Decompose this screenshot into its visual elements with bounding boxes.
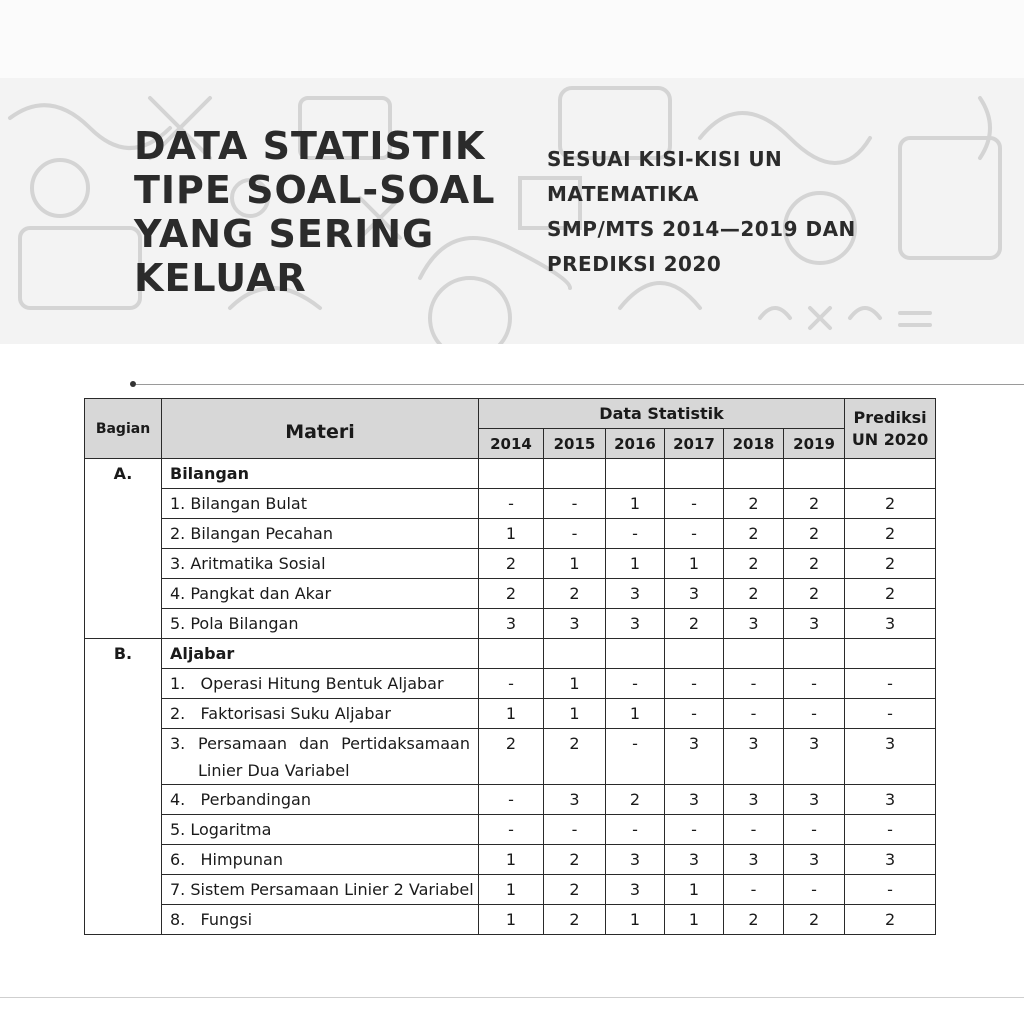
prediksi-value-cell: 3 [845,729,936,785]
page-title [134,124,514,300]
year-value-cell: 3 [784,729,845,785]
prediksi-value-cell: - [845,669,936,699]
table-row [85,905,936,935]
header-year: 2016 [606,429,665,459]
year-value-cell: 3 [665,579,724,609]
materi-line [170,730,478,757]
bagian-label: B. [85,639,162,935]
year-value-cell: - [665,489,724,519]
prediksi-value-cell: 2 [845,519,936,549]
table-row [85,699,936,729]
empty-cell [544,639,606,669]
year-value-cell: - [479,669,544,699]
year-value-cell: 1 [479,699,544,729]
materi-cell: 1. Bilangan Bulat [162,489,479,519]
table-row [85,579,936,609]
subtitle-line: SMP/MTS 2014—2019 DAN [547,217,856,241]
year-value-cell: - [479,815,544,845]
year-value-cell: 2 [606,785,665,815]
year-value-cell: 2 [784,549,845,579]
materi-cell: 6. Himpunan [162,845,479,875]
year-value-cell: 1 [606,699,665,729]
materi-cell: 2. Faktorisasi Suku Aljabar [162,699,479,729]
title-line: KELUAR [134,256,307,300]
materi-cell: 1. Operasi Hitung Bentuk Aljabar [162,669,479,699]
header-year: 2017 [665,429,724,459]
category-row [85,639,936,669]
page-subtitle [547,142,967,282]
materi-cell: 7. Sistem Persamaan Linier 2 Variabel [162,875,479,905]
empty-cell [665,639,724,669]
prediksi-value-cell: - [845,815,936,845]
materi-cell: 5. Pola Bilangan [162,609,479,639]
title-line: DATA STATISTIK [134,124,486,168]
year-value-cell: 3 [784,609,845,639]
header-materi: Materi [162,399,479,459]
table-row [85,729,936,785]
materi-cell [162,729,479,785]
year-value-cell: - [784,669,845,699]
year-value-cell: 3 [784,845,845,875]
year-value-cell: 2 [544,905,606,935]
year-value-cell: 3 [724,729,784,785]
header-prediksi [845,399,936,459]
year-value-cell: - [479,489,544,519]
year-value-cell: - [784,875,845,905]
year-value-cell: 2 [784,905,845,935]
title-line: TIPE SOAL-SOAL [134,168,496,212]
materi-text: Persamaan dan Pertidaksamaan [198,734,470,753]
year-value-cell: 3 [544,785,606,815]
header-year: 2018 [724,429,784,459]
empty-cell [544,459,606,489]
year-value-cell: - [606,815,665,845]
table-row [85,519,936,549]
empty-cell [665,459,724,489]
year-value-cell: - [724,875,784,905]
year-value-cell: 2 [544,729,606,785]
empty-cell [784,639,845,669]
year-value-cell: 1 [479,845,544,875]
prediksi-value-cell: 3 [845,845,936,875]
materi-cell: 4. Pangkat dan Akar [162,579,479,609]
year-value-cell: 1 [544,549,606,579]
year-value-cell: - [784,815,845,845]
table-row [85,609,936,639]
prediksi-value-cell: 2 [845,579,936,609]
year-value-cell: - [665,815,724,845]
year-value-cell: 3 [544,609,606,639]
materi-number: 3. [170,734,186,753]
year-value-cell: - [724,815,784,845]
year-value-cell: - [606,669,665,699]
table-row [85,549,936,579]
year-value-cell: 3 [606,579,665,609]
prediksi-value-cell: 3 [845,785,936,815]
header-year: 2019 [784,429,845,459]
year-value-cell: 3 [665,729,724,785]
year-value-cell: - [665,519,724,549]
year-value-cell: 3 [606,845,665,875]
section-divider [136,384,1024,385]
empty-cell [724,639,784,669]
year-value-cell: 3 [784,785,845,815]
year-value-cell: 2 [784,489,845,519]
year-value-cell: - [724,699,784,729]
year-value-cell: - [544,519,606,549]
category-label: Aljabar [162,639,479,669]
year-value-cell: 1 [606,905,665,935]
year-value-cell: - [479,785,544,815]
year-value-cell: 2 [665,609,724,639]
empty-cell [606,639,665,669]
table-body [85,459,936,935]
table-row [85,669,936,699]
year-value-cell: 3 [606,609,665,639]
materi-cell: 2. Bilangan Pecahan [162,519,479,549]
year-value-cell: - [544,815,606,845]
table-row [85,785,936,815]
header-prediksi-line: Prediksi [853,407,927,427]
subtitle-line: PREDIKSI 2020 [547,252,722,276]
materi-cell: 4. Perbandingan [162,785,479,815]
year-value-cell: 2 [724,519,784,549]
year-value-cell: 3 [724,609,784,639]
category-row [85,459,936,489]
year-value-cell: 2 [479,579,544,609]
year-value-cell: 3 [724,845,784,875]
prediksi-value-cell: - [845,875,936,905]
empty-cell [845,639,936,669]
prediksi-value-cell: 2 [845,489,936,519]
year-value-cell: 1 [479,905,544,935]
materi-cell: 8. Fungsi [162,905,479,935]
year-value-cell: - [784,699,845,729]
year-value-cell: 1 [479,875,544,905]
year-value-cell: 3 [665,845,724,875]
header-prediksi-line: UN 2020 [851,429,929,449]
year-value-cell: - [606,729,665,785]
materi-cell: 5. Logaritma [162,815,479,845]
year-value-cell: - [724,669,784,699]
year-value-cell: 2 [544,875,606,905]
year-value-cell: 3 [479,609,544,639]
empty-cell [784,459,845,489]
empty-cell [606,459,665,489]
year-value-cell: 1 [665,549,724,579]
statistics-table [84,398,936,935]
header-year: 2015 [544,429,606,459]
year-value-cell: 2 [784,579,845,609]
header-year: 2014 [479,429,544,459]
year-value-cell: 1 [606,549,665,579]
year-value-cell: 2 [724,489,784,519]
year-value-cell: - [544,489,606,519]
year-value-cell: 2 [724,579,784,609]
prediksi-value-cell: 2 [845,549,936,579]
prediksi-value-cell: 2 [845,905,936,935]
year-value-cell: 3 [606,875,665,905]
table-row [85,489,936,519]
year-value-cell: 1 [606,489,665,519]
category-label: Bilangan [162,459,479,489]
materi-text: Linier Dua Variabel [198,761,350,780]
subtitle-line: SESUAI KISI-KISI UN [547,147,783,171]
year-value-cell: 3 [724,785,784,815]
empty-cell [479,639,544,669]
header-bagian: Bagian [85,399,162,459]
table-row [85,815,936,845]
empty-cell [724,459,784,489]
materi-cell: 3. Aritmatika Sosial [162,549,479,579]
year-value-cell: - [665,699,724,729]
year-value-cell: 1 [544,699,606,729]
empty-cell [845,459,936,489]
empty-cell [479,459,544,489]
year-value-cell: 2 [724,549,784,579]
table-row [85,845,936,875]
page-bottom-rule [0,997,1024,998]
prediksi-value-cell: - [845,699,936,729]
year-value-cell: 2 [544,579,606,609]
year-value-cell: 2 [724,905,784,935]
year-value-cell: 2 [544,845,606,875]
year-value-cell: 2 [479,549,544,579]
year-value-cell: 1 [479,519,544,549]
year-value-cell: - [606,519,665,549]
year-value-cell: 1 [665,905,724,935]
prediksi-value-cell: 3 [845,609,936,639]
year-value-cell: - [665,669,724,699]
year-value-cell: 2 [784,519,845,549]
title-line: YANG SERING [134,212,435,256]
year-value-cell: 3 [665,785,724,815]
subtitle-line: MATEMATIKA [547,182,700,206]
year-value-cell: 1 [665,875,724,905]
bagian-label: A. [85,459,162,639]
header-data-statistik: Data Statistik [479,399,845,429]
page-top-margin [0,0,1024,78]
year-value-cell: 1 [544,669,606,699]
year-value-cell: 2 [479,729,544,785]
table-row [85,875,936,905]
